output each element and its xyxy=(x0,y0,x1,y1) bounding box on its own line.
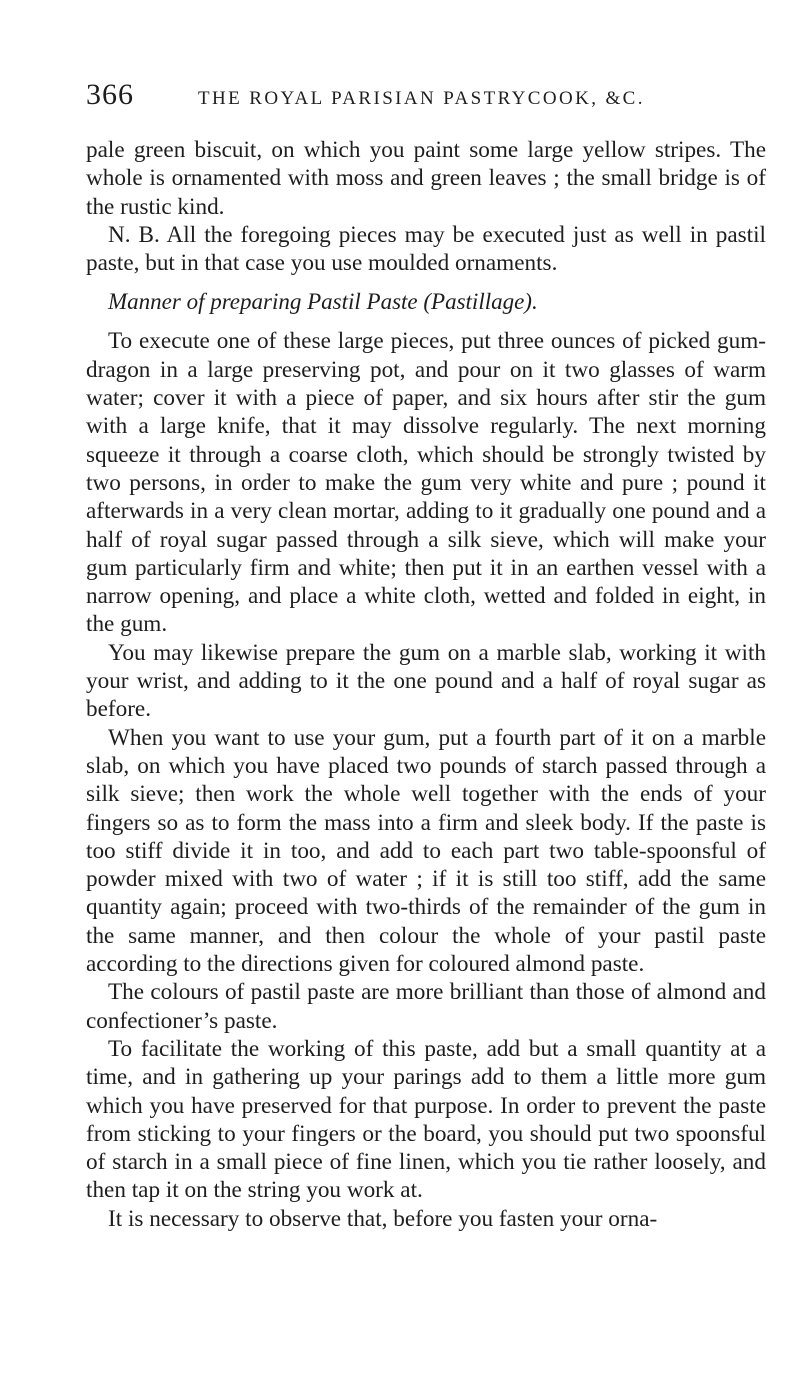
paragraph: The colours of pastil paste are more brilliant than those of almond and confectioner’s paste. xyxy=(86,979,766,1034)
running-title: THE ROYAL PARISIAN PASTRYCOOK, &C. xyxy=(198,88,645,109)
paragraph-nota-bene: N. B. All the foregoing pieces may be executed just as well in pastil paste, but in that case you use moulded ornaments. xyxy=(86,221,766,277)
paragraph: To execute one of these large pieces, put three ounces of picked gum-dragon in a large preserving pot, and pour on it two glasses of warm water; cover it with a piece of paper, and six hours after stir the gum with a large knife, that it may dissolve regularly. The next morning squeeze it through a coarse cloth, which should be strongly twisted by two persons, in order to make the gum very white and pure ; pound it afterwards in a very clean mortar, adding to it gradually one pound and a half of royal sugar passed through a silk sieve, which will make your gum particularly firm and white; then put it in an earthen vessel with a narrow opening, and place a white cloth, wetted and folded in eight, in the gum. xyxy=(86,328,766,638)
paragraph-last-line: It is necessary to observe that, before you fasten your orna- xyxy=(108,1205,658,1232)
running-head xyxy=(86,78,766,122)
book-page xyxy=(86,78,766,1233)
section-heading: Manner of preparing Pastil Paste (Pastillage). xyxy=(108,289,538,315)
body-text xyxy=(86,136,766,1233)
paragraph: When you want to use your gum, put a fourth part of it on a marble slab, on which you have placed two pounds of starch passed through a silk sieve; then work the whole well together with the ends of your fingers so as to form the mass into a firm and sleek body. If the paste is too stiff divide it in too, and add to each part two table-spoonsful of powder mixed with two of water ; if it is still too stiff, add the same quantity again; proceed with two-thirds of the remainder of the gum in the same manner, and then colour the whole of your pastil paste according to the directions given for coloured almond paste. xyxy=(86,724,766,978)
paragraph: To facilitate the working of this paste, add but a small quantity at a time, and in gathering up your parings add to them a little more gum which you have preserved for that purpose. In order to prevent the paste from sticking to your fingers or the board, you should put two spoonsful of starch in a small piece of fine linen, which you tie rather loosely, and then tap it on the string you work at. xyxy=(86,1035,766,1204)
page-number: 366 xyxy=(86,78,134,111)
paragraph-continuation: pale green biscuit, on which you paint some large yellow stripes. The whole is ornamented with moss and green leaves ; the small bridge is of the rustic kind. xyxy=(86,137,766,220)
paragraph: You may likewise prepare the gum on a marble slab, working it with your wrist, and adding to it the one pound and a half of royal sugar as before. xyxy=(86,639,766,723)
